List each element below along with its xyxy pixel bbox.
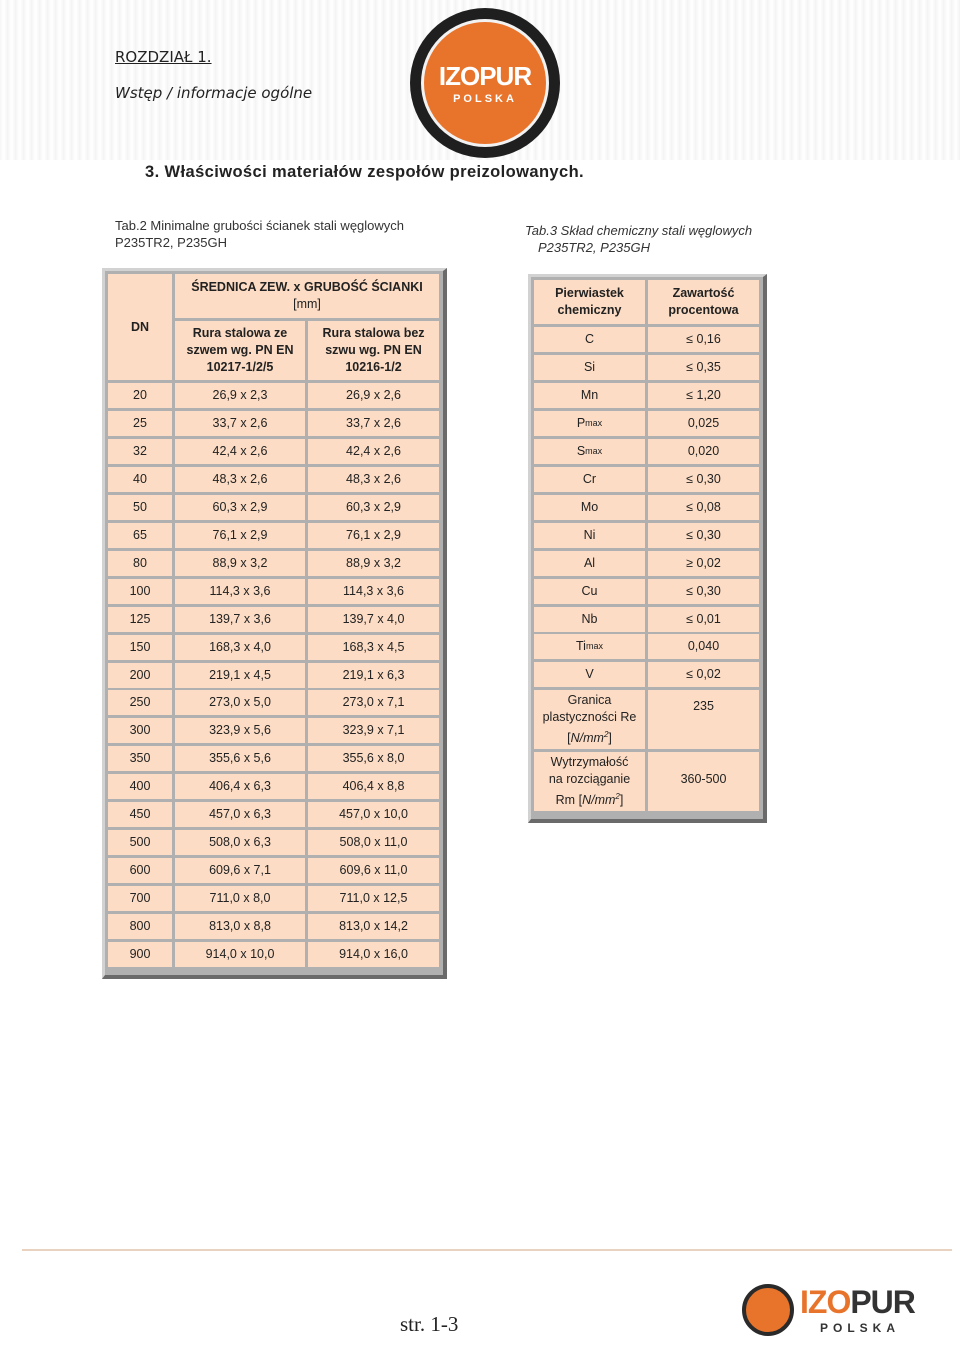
content-cell: ≤ 0,08 (648, 495, 759, 520)
footer-divider (22, 1249, 952, 1251)
element-subscript: max (585, 641, 603, 651)
welded-dimension-cell: 406,4 x 6,3 (175, 774, 305, 799)
dn-cell: 32 (108, 439, 172, 464)
seamless-dimension-cell: 60,3 x 2,9 (308, 495, 439, 520)
header-element-line1: Pierwiastek (555, 286, 624, 300)
element-cell (534, 495, 645, 520)
footer-logo-disc (742, 1284, 794, 1336)
dn-cell: 350 (108, 746, 172, 771)
footer-logo-brand-pur: PUR (850, 1284, 915, 1320)
izopur-logo (410, 8, 560, 158)
welded-dimension-cell: 813,0 x 8,8 (175, 914, 305, 939)
element-cell (534, 383, 645, 408)
unit-text: $N/mm^2$ (570, 729, 609, 746)
welded-dimension-cell: 88,9 x 3,2 (175, 551, 305, 576)
header-seamless-line1: Rura stalowa bez (322, 326, 425, 340)
table2-wall-thickness (102, 268, 447, 979)
content-cell: ≤ 0,16 (648, 327, 759, 352)
content-cell: 0,020 (648, 439, 759, 464)
seamless-dimension-cell: 914,0 x 16,0 (308, 942, 439, 967)
seamless-dimension-cell: 76,1 x 2,9 (308, 523, 439, 548)
dn-cell: 500 (108, 830, 172, 855)
element-cell (534, 523, 645, 548)
element-symbol: V (585, 667, 594, 681)
welded-dimension-cell: 219,1 x 4,5 (175, 663, 305, 688)
seamless-dimension-cell: 139,7 x 4,0 (308, 607, 439, 632)
welded-dimension-cell: 139,7 x 3,6 (175, 607, 305, 632)
header-content-line1: Zawartość (672, 286, 735, 300)
seamless-dimension-cell: 88,9 x 3,2 (308, 551, 439, 576)
welded-dimension-cell: 33,7 x 2,6 (175, 411, 305, 436)
header-dimension-group (175, 274, 439, 318)
content-cell: ≤ 0,02 (648, 662, 759, 687)
header-content (648, 280, 759, 324)
header-dimension-unit: [mm] (293, 297, 321, 311)
seamless-dimension-cell: 406,4 x 8,8 (308, 774, 439, 799)
dn-cell: 125 (108, 607, 172, 632)
chapter-subtitle: Wstęp / informacje ogólne (115, 84, 313, 102)
dn-cell: 150 (108, 635, 172, 660)
property-value-cell: 235 (648, 690, 759, 749)
unit-superscript: 2 (615, 791, 620, 801)
dn-cell: 65 (108, 523, 172, 548)
dn-cell: 450 (108, 802, 172, 827)
header-element-line2: chemiczny (557, 303, 622, 317)
content-cell: ≤ 0,01 (648, 607, 759, 632)
property-unit: $[N/mm^2]$ (567, 729, 612, 746)
welded-dimension-cell: 114,3 x 3,6 (175, 579, 305, 604)
seamless-dimension-cell: 33,7 x 2,6 (308, 411, 439, 436)
content-cell: 0,025 (648, 411, 759, 436)
element-cell (534, 467, 645, 492)
element-cell (534, 355, 645, 380)
welded-dimension-cell: 711,0 x 8,0 (175, 886, 305, 911)
seamless-dimension-cell: 114,3 x 3,6 (308, 579, 439, 604)
content-cell: ≥ 0,02 (648, 551, 759, 576)
element-symbol: Mo (580, 500, 599, 514)
header-element (534, 280, 645, 324)
welded-dimension-cell: 42,4 x 2,6 (175, 439, 305, 464)
page-number: str. 1-3 (400, 1312, 459, 1336)
content-cell: ≤ 0,35 (648, 355, 759, 380)
element-cell (534, 607, 645, 632)
element-subscript: max (585, 446, 603, 456)
dn-cell: 50 (108, 495, 172, 520)
header-welded-line1: Rura stalowa ze (192, 326, 288, 340)
table2-caption-line1: Tab.2 Minimalne grubości ścianek stali węglowych (115, 218, 405, 233)
footer-logo-sub: POLSKA (820, 1321, 901, 1335)
header-content-line2: procentowa (668, 303, 739, 317)
footer-logo-brand (800, 1284, 915, 1321)
seamless-dimension-cell: 457,0 x 10,0 (308, 802, 439, 827)
element-cell (534, 579, 645, 604)
property-cell (534, 690, 645, 749)
footer-logo (742, 1278, 932, 1338)
element-cell (534, 439, 645, 464)
header-welded-line2: szwem wg. PN EN (186, 343, 294, 357)
property-unit: Rm $[N/mm^2]$ (555, 791, 624, 808)
welded-dimension-cell: 168,3 x 4,0 (175, 635, 305, 660)
dn-cell: 80 (108, 551, 172, 576)
table3-chemical-composition (528, 274, 767, 823)
welded-dimension-cell: 508,0 x 6,3 (175, 830, 305, 855)
dn-cell: 800 (108, 914, 172, 939)
welded-dimension-cell: 457,0 x 6,3 (175, 802, 305, 827)
element-cell (534, 551, 645, 576)
dn-cell: 40 (108, 467, 172, 492)
chapter-link[interactable]: ROZDZIAŁ 1. (115, 48, 212, 66)
seamless-dimension-cell: 323,9 x 7,1 (308, 718, 439, 743)
unit-superscript: 2 (603, 729, 609, 739)
header-welded-line3: 10217-1/2/5 (206, 360, 274, 374)
welded-dimension-cell: 323,9 x 5,6 (175, 718, 305, 743)
dn-cell: 400 (108, 774, 172, 799)
table2-caption-line2: P235TR2, P235GH (115, 235, 228, 250)
dn-cell: 900 (108, 942, 172, 967)
seamless-dimension-cell: 42,4 x 2,6 (308, 439, 439, 464)
element-cell (534, 662, 645, 687)
element-symbol: Al (583, 556, 596, 570)
header-seamless-line2: szwu wg. PN EN (325, 343, 422, 357)
dn-cell: 250 (108, 690, 172, 715)
section-title: 3. Właściwości materiałów zespołów preizolowanych. (145, 163, 585, 181)
seamless-dimension-cell: 26,9 x 2,6 (308, 383, 439, 408)
footer-logo-brand-izo: IZO (800, 1284, 851, 1320)
table3-caption-line2: P235TR2, P235GH (538, 240, 651, 255)
logo-sub: POLSKA (453, 93, 517, 105)
content-cell: 0,040 (648, 634, 759, 659)
element-symbol: Si (583, 360, 596, 374)
table2-caption (115, 217, 404, 251)
element-cell (534, 327, 645, 352)
dn-cell: 600 (108, 858, 172, 883)
element-cell (534, 634, 645, 659)
content-cell: ≤ 0,30 (648, 467, 759, 492)
dn-cell: 300 (108, 718, 172, 743)
logo-disc (421, 19, 549, 147)
seamless-dimension-cell: 219,1 x 6,3 (308, 663, 439, 688)
element-symbol: Cr (582, 472, 597, 486)
welded-dimension-cell: 273,0 x 5,0 (175, 690, 305, 715)
welded-dimension-cell: 60,3 x 2,9 (175, 495, 305, 520)
seamless-dimension-cell: 813,0 x 14,2 (308, 914, 439, 939)
dn-cell: 100 (108, 579, 172, 604)
dn-cell: 200 (108, 663, 172, 688)
welded-dimension-cell: 355,6 x 5,6 (175, 746, 305, 771)
header-dn: DN (108, 274, 172, 380)
welded-dimension-cell: 26,9 x 2,3 (175, 383, 305, 408)
unit-text: $N/mm^2$ (582, 791, 620, 808)
welded-dimension-cell: 76,1 x 2,9 (175, 523, 305, 548)
table3-caption (525, 222, 752, 256)
welded-dimension-cell: 914,0 x 10,0 (175, 942, 305, 967)
dn-cell: 20 (108, 383, 172, 408)
welded-dimension-cell: 48,3 x 2,6 (175, 467, 305, 492)
element-symbol: Cu (581, 584, 598, 598)
element-cell (534, 411, 645, 436)
element-symbol: Ti (576, 639, 586, 653)
element-symbol: P (576, 416, 586, 430)
property-label: plastyczności Re (542, 709, 637, 724)
seamless-dimension-cell: 48,3 x 2,6 (308, 467, 439, 492)
seamless-dimension-cell: 609,6 x 11,0 (308, 858, 439, 883)
content-cell: ≤ 1,20 (648, 383, 759, 408)
seamless-dimension-cell: 355,6 x 8,0 (308, 746, 439, 771)
table3-caption-line1: Tab.3 Skład chemiczny stali węglowych (525, 223, 753, 238)
seamless-dimension-cell: 273,0 x 7,1 (308, 690, 439, 715)
property-label: Wytrzymałość (550, 754, 629, 769)
seamless-dimension-cell: 168,3 x 4,5 (308, 635, 439, 660)
property-cell (534, 752, 645, 811)
seamless-dimension-cell: 711,0 x 12,5 (308, 886, 439, 911)
dn-cell: 25 (108, 411, 172, 436)
element-symbol: C (584, 332, 595, 346)
seamless-dimension-cell: 508,0 x 11,0 (308, 830, 439, 855)
header-seamless-line3: 10216-1/2 (345, 360, 402, 374)
element-symbol: Mn (580, 388, 599, 402)
header-dimension-label: ŚREDNICA ZEW. x GRUBOŚĆ ŚCIANKI (191, 280, 423, 294)
property-label: na rozciąganie (548, 771, 631, 786)
dn-cell: 700 (108, 886, 172, 911)
header-seamless-pipe (308, 321, 439, 380)
logo-brand: IZOPUR (438, 61, 532, 91)
property-label: Granica (567, 692, 612, 707)
property-value-cell: 360-500 (648, 752, 759, 811)
element-symbol: Ni (583, 528, 596, 542)
content-cell: ≤ 0,30 (648, 579, 759, 604)
welded-dimension-cell: 609,6 x 7,1 (175, 858, 305, 883)
content-cell: ≤ 0,30 (648, 523, 759, 548)
element-symbol: Nb (581, 612, 598, 626)
header-welded-pipe (175, 321, 305, 380)
element-subscript: max (585, 418, 603, 428)
element-symbol: S (576, 444, 586, 458)
